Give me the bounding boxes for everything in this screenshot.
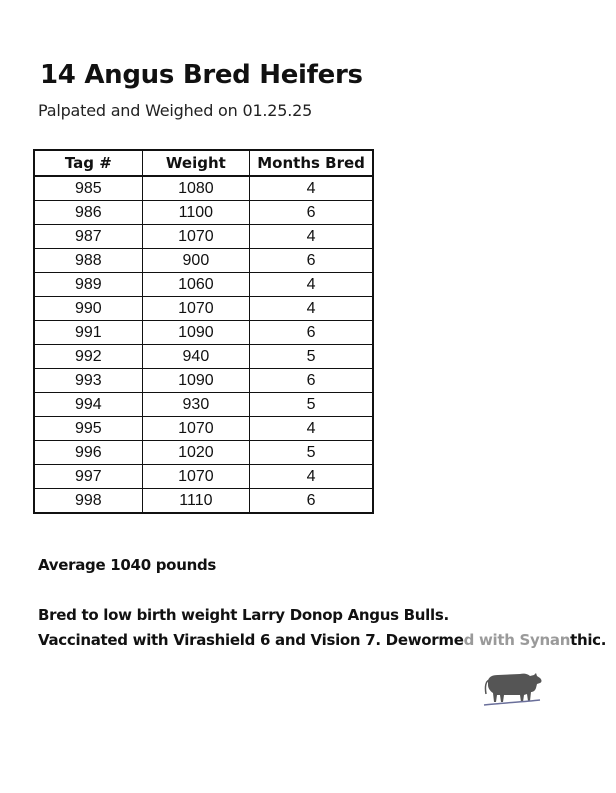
- table-row: [34, 249, 373, 273]
- table-row: [34, 441, 373, 465]
- cell-months-bred: 4: [250, 273, 373, 297]
- cell-tag: 993: [34, 369, 142, 393]
- cell-weight: 1080: [142, 176, 249, 201]
- cell-months-bred: 6: [250, 249, 373, 273]
- table-row: [34, 345, 373, 369]
- cell-tag: 988: [34, 249, 142, 273]
- bull-icon: [482, 668, 544, 708]
- table-row: [34, 369, 373, 393]
- cell-tag: 998: [34, 489, 142, 514]
- cell-tag: 992: [34, 345, 142, 369]
- bull-silhouette: [488, 673, 542, 702]
- vaccination-note-part2: d with Synan: [463, 631, 571, 649]
- table-body: [34, 176, 373, 513]
- cell-months-bred: 4: [250, 176, 373, 201]
- cell-months-bred: 6: [250, 201, 373, 225]
- cell-tag: 989: [34, 273, 142, 297]
- cell-weight: 900: [142, 249, 249, 273]
- table-header-row: [34, 150, 373, 176]
- table-row: [34, 297, 373, 321]
- table-row: [34, 393, 373, 417]
- vaccination-note-part1: Vaccinated with Virashield 6 and Vision 7. Deworme: [38, 631, 464, 649]
- cell-months-bred: 6: [250, 369, 373, 393]
- header-months-bred: Months Bred: [250, 150, 373, 176]
- cell-tag: 987: [34, 225, 142, 249]
- cell-tag: 986: [34, 201, 142, 225]
- table-row: [34, 489, 373, 514]
- cell-months-bred: 4: [250, 417, 373, 441]
- table-row: [34, 201, 373, 225]
- cell-weight: 1070: [142, 465, 249, 489]
- cell-months-bred: 6: [250, 321, 373, 345]
- ground-line: [484, 700, 540, 705]
- cell-weight: 930: [142, 393, 249, 417]
- cell-tag: 991: [34, 321, 142, 345]
- cell-tag: 996: [34, 441, 142, 465]
- cell-tag: 995: [34, 417, 142, 441]
- page-title: 14 Angus Bred Heifers: [40, 60, 363, 90]
- cell-weight: 1020: [142, 441, 249, 465]
- cell-weight: 1070: [142, 225, 249, 249]
- table-row: [34, 417, 373, 441]
- average-note: Average 1040 pounds: [38, 556, 217, 574]
- table-row: [34, 176, 373, 201]
- table-row: [34, 465, 373, 489]
- cell-tag: 990: [34, 297, 142, 321]
- table-row: [34, 321, 373, 345]
- cell-weight: 1090: [142, 321, 249, 345]
- cell-months-bred: 4: [250, 225, 373, 249]
- cell-weight: 1110: [142, 489, 249, 514]
- page-subtitle: Palpated and Weighed on 01.25.25: [38, 101, 313, 120]
- cell-months-bred: 5: [250, 441, 373, 465]
- cell-tag: 994: [34, 393, 142, 417]
- cell-weight: 940: [142, 345, 249, 369]
- bred-to-note: Bred to low birth weight Larry Donop Angus Bulls.: [38, 606, 449, 624]
- cell-months-bred: 4: [250, 465, 373, 489]
- table-row: [34, 225, 373, 249]
- cell-months-bred: 5: [250, 345, 373, 369]
- cell-months-bred: 6: [250, 489, 373, 514]
- cell-weight: 1070: [142, 417, 249, 441]
- vaccination-note-part3: thic.: [570, 631, 607, 649]
- cell-months-bred: 4: [250, 297, 373, 321]
- cell-weight: 1060: [142, 273, 249, 297]
- cell-weight: 1090: [142, 369, 249, 393]
- cell-weight: 1070: [142, 297, 249, 321]
- table-header: [34, 150, 373, 176]
- cell-months-bred: 5: [250, 393, 373, 417]
- header-weight: Weight: [142, 150, 249, 176]
- table-row: [34, 273, 373, 297]
- vaccination-note: [38, 631, 606, 649]
- cell-tag: 985: [34, 176, 142, 201]
- heifer-table: [33, 149, 374, 514]
- cell-tag: 997: [34, 465, 142, 489]
- cell-weight: 1100: [142, 201, 249, 225]
- header-tag: Tag #: [34, 150, 142, 176]
